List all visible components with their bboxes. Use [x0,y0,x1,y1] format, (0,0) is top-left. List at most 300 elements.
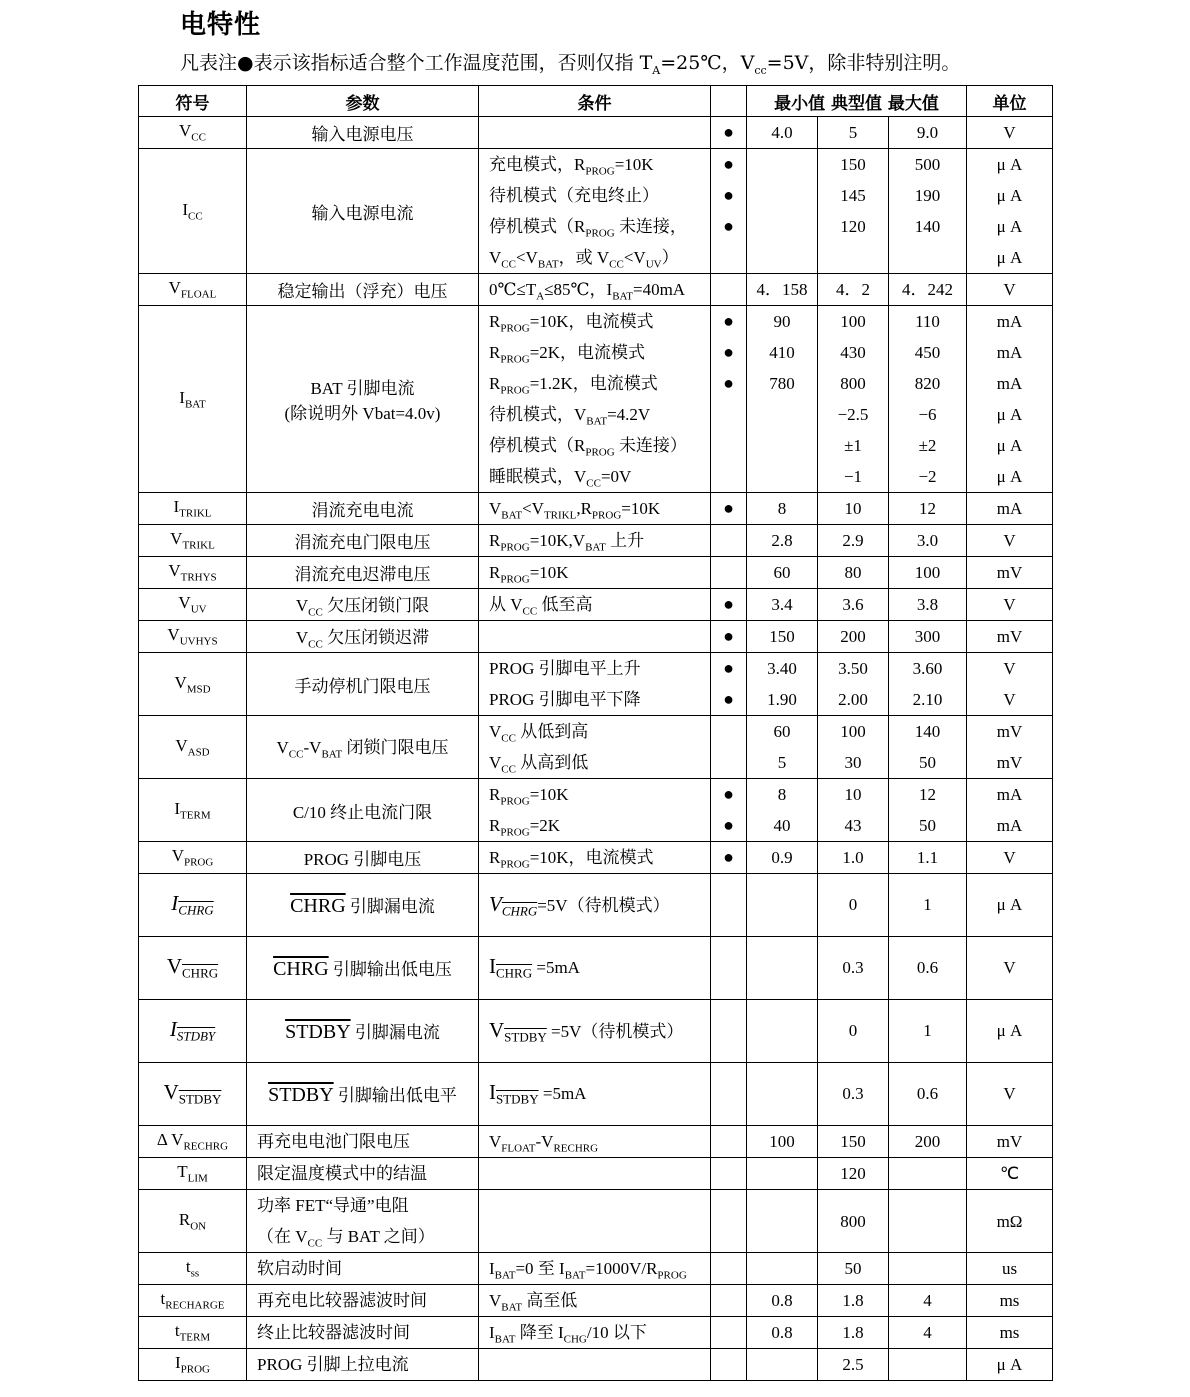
cond-cell [479,1000,711,1063]
cond-line: $R_{PROG}=10K$，电流模式 [489,312,654,335]
typ-value: 100 [840,722,866,741]
cond-line: $V_{BAT}<V_{TRIKL},R_{PROG}=10K$ [489,499,661,522]
max-cell [889,525,967,557]
max-value: 3.0 [916,531,939,550]
dot-cell [711,874,747,937]
cond-cell [479,1063,711,1126]
min-value [747,180,817,211]
param-text: 引脚漏电流 [350,1023,440,1042]
symbol-main: V [170,529,183,549]
max-value: 200 [914,1132,941,1151]
symbol-cell [139,621,247,653]
typ-value: −1 [843,467,863,486]
typ-value [818,242,888,273]
symbol-sub: PROG [183,856,214,869]
symbol-sub: TERM [180,809,211,822]
typ-cell [818,589,889,621]
symbol-main: V [174,672,187,692]
unit-value: us [1001,1259,1018,1278]
pin-name: CHRG [273,958,329,980]
full-range-dot [711,399,746,430]
full-range-dot: ● [723,498,734,518]
max-value: 3.8 [916,595,939,614]
unit-value: mΩ [996,1211,1023,1231]
symbol-cell [139,525,247,557]
cond-main: I [489,954,496,979]
cond-sub: STDBY [504,1029,547,1045]
symbol-cell [139,1253,247,1285]
min-value [747,1158,817,1189]
symbol-main: t [185,1257,191,1277]
dot-cell [711,1126,747,1158]
unit-value: mV [996,722,1023,741]
unit-cell [967,1317,1053,1349]
symbol-cell [139,117,247,149]
min-value: 60 [773,722,791,741]
cond-cell [479,557,711,589]
cond-line [489,117,710,148]
unit-cell [967,1158,1053,1190]
full-range-dot [711,716,746,747]
min-cell [747,525,818,557]
cond-cell [479,653,711,716]
max-cell [889,779,967,842]
unit-value: V [1003,690,1016,709]
symbol-main: I [173,497,180,517]
typ-value: 150 [840,1132,866,1151]
cond-line: $V_{FLOAT}-V_{RECHRG}$ [489,1132,599,1155]
dot-cell [711,1063,747,1126]
unit-value: μ A [996,186,1023,205]
full-range-dot: ● [723,216,734,236]
table-row [139,1285,1053,1317]
param-cell [247,1285,479,1317]
unit-value: mA [996,785,1023,804]
max-cell [889,716,967,779]
dot-cell [711,716,747,779]
unit-value: μ A [996,248,1023,267]
min-cell [747,1190,818,1253]
unit-value: mA [996,374,1023,393]
cond-line: $I_{BAT}=0$ 至 $I_{BAT}=1000V/R_{PROG}$ [489,1259,687,1282]
typ-cell [818,842,889,874]
typ-cell [818,716,889,779]
table-row [139,117,1053,149]
min-cell [747,557,818,589]
full-range-dot: ● [723,784,734,804]
min-cell [747,306,818,493]
typ-value: 43 [844,816,862,835]
param-cell: 输入电源电压 [247,117,479,149]
param-line: 功率 FET“导通”电阻 [257,1196,409,1215]
full-range-dot: ● [723,185,734,205]
min-cell [747,779,818,842]
typ-value: 4．2 [836,280,870,299]
param-line: 软启动时间 [257,1259,342,1278]
param-cell: $V_{CC}$ 欠压闭锁门限 [247,589,479,621]
min-cell [747,716,818,779]
typ-value: 10 [844,785,862,804]
max-cell: 1 [889,1000,967,1063]
param-cell [247,1253,479,1285]
max-cell [889,306,967,493]
electrical-characteristics-table [138,85,1053,1381]
dot-cell [711,621,747,653]
max-cell [889,149,967,274]
symbol-sub: STDBY [178,1091,222,1107]
table-row [139,716,1053,779]
symbol-cell [139,589,247,621]
dot-cell [711,589,747,621]
table-row [139,1000,1053,1063]
cond-line: $R_{PROG}=1.2K$，电流模式 [489,374,658,397]
cond-line: PROG 引脚电平下降 [489,690,641,709]
unit-value: mV [996,627,1023,646]
max-value: 3.60 [912,659,943,678]
max-value: 9.0 [916,123,939,142]
max-value: 1.1 [916,848,939,867]
max-value: 4 [923,1323,932,1342]
param-cell: BAT 引脚电流 (除说明外 Vbat=4.0v) [247,306,479,493]
max-value: 500 [914,155,941,174]
symbol-main: R [178,1209,191,1229]
symbol-cell [139,1317,247,1349]
symbol-sub: RECHRG [183,1140,229,1153]
cond-line: $R_{PROG}=10K$，电流模式 [489,848,654,871]
table-row [139,1126,1053,1158]
unit-value: mA [996,312,1023,331]
max-value: 820 [914,374,941,393]
unit-cell [967,493,1053,525]
cond-text: =5V（待机模式） [537,895,670,915]
unit-value: V [1003,123,1016,142]
max-cell: 0.6 [889,1063,967,1126]
unit-value: V [1003,848,1016,867]
full-range-dot: ● [723,847,734,867]
param-cell: 涓流充电门限电压 [247,525,479,557]
symbol-main: t [160,1289,166,1309]
table-row [139,274,1053,306]
dot-cell [711,525,747,557]
min-cell [747,1063,818,1126]
cond-line: 从 $V_{CC}$ 低至高 [489,595,593,618]
typ-value: 50 [844,1259,862,1278]
unit-cell [967,306,1053,493]
typ-value: 100 [840,312,866,331]
param-cell [247,1190,479,1253]
typ-cell [818,1285,889,1317]
min-value: 4．158 [756,280,808,299]
typ-value: 10 [844,499,862,518]
table-header [139,86,1053,117]
min-cell [747,589,818,621]
table-row [139,621,1053,653]
param-cell: $V_{CC}-V_{BAT}$ 闭锁门限电压 [247,716,479,779]
min-cell [747,493,818,525]
typ-value: 5 [848,123,858,142]
cond-sub: STDBY [496,1091,539,1107]
max-value: 450 [914,343,941,362]
cond-cell [479,306,711,493]
typ-value: 30 [844,753,862,772]
header-dot [711,86,747,117]
symbol-sub: LIM [187,1172,208,1185]
max-value: 300 [914,627,941,646]
symbol-sub: ON [190,1220,207,1233]
unit-value: μ A [996,436,1023,455]
symbol-cell [139,1349,247,1381]
full-range-dot: ● [723,594,734,614]
dot-cell [711,1285,747,1317]
min-value: 8 [777,785,787,804]
min-value [747,242,817,273]
dot-cell [711,1190,747,1253]
unit-cell [967,589,1053,621]
param-cell: 手动停机门限电压 [247,653,479,716]
max-cell [889,1317,967,1349]
min-cell [747,1349,818,1381]
full-range-dot [711,557,746,588]
symbol-cell [139,653,247,716]
max-cell [889,1253,967,1285]
symbol-main: V [171,846,184,866]
max-cell: 0.6 [889,937,967,1000]
typ-cell [818,621,889,653]
typ-value: 800 [840,1211,866,1231]
cond-cell [479,1253,711,1285]
param-text: 引脚输出低电压 [328,960,452,979]
cond-line: $0℃\le T_A\le 85℃$，$I_{BAT}=40mA$ [489,280,686,303]
table-row [139,653,1053,716]
symbol-cell [139,557,247,589]
cond-cell [479,621,711,653]
dot-cell [711,1317,747,1349]
typ-cell [818,1190,889,1253]
cond-line: $R_{PROG}=10K$ [489,785,569,808]
table-row [139,1063,1053,1126]
full-range-dot: ● [723,154,734,174]
min-value [747,1253,817,1284]
page-title: 电特性 [180,10,262,40]
table-row [139,1158,1053,1190]
max-value: 140 [914,722,941,741]
unit-value: V [1003,280,1016,299]
max-value: 50 [919,753,936,772]
unit-value: μ A [996,467,1023,486]
cond-cell [479,1190,711,1253]
full-range-dot [711,461,746,492]
symbol-sub: TERM [179,1331,211,1344]
unit-value: V [1003,659,1016,678]
max-value: −6 [918,405,937,424]
full-range-dot: ● [723,626,734,646]
symbol-cell [139,1126,247,1158]
min-value: 4.0 [771,123,793,142]
symbol-sub: CC [191,131,206,144]
symbol-cell [139,306,247,493]
param-cell: 稳定输出（浮充）电压 [247,274,479,306]
symbol-cell [139,274,247,306]
typ-value: 120 [840,1164,866,1183]
cond-cell [479,525,711,557]
cond-cell [479,1285,711,1317]
min-value: 780 [769,374,795,393]
min-value [747,1206,817,1237]
min-value: 8 [777,499,787,518]
cond-line: 停机模式（$R_{PROG}$ 未连接） [489,436,687,459]
param-cell [247,1000,479,1063]
typ-cell [818,1158,889,1190]
min-cell [747,1000,818,1063]
symbol-main: V [178,593,191,613]
full-range-dot [711,430,746,461]
min-cell [747,117,818,149]
min-cell [747,621,818,653]
typ-value: 3.6 [842,595,864,614]
min-value: 2.8 [771,531,793,550]
min-value: 60 [773,563,791,582]
unit-cell [967,1253,1053,1285]
symbol-cell [139,716,247,779]
param-line: 终止比较器滤波时间 [257,1323,410,1342]
min-value [747,430,817,461]
unit-value: mV [996,563,1023,582]
cond-cell [479,716,711,779]
min-cell [747,1253,818,1285]
dot-cell [711,306,747,493]
param-line: 再充电电池门限电压 [257,1132,410,1151]
unit-value: mA [996,343,1023,362]
min-value: 0.8 [771,1323,793,1342]
dot-cell [711,779,747,842]
param-cell: $V_{CC}$ 欠压闭锁迟滞 [247,621,479,653]
unit-cell [967,557,1053,589]
unit-value: μ A [996,405,1023,424]
symbol-main: V [179,121,192,141]
min-cell [747,937,818,1000]
symbol-main: I [169,1017,177,1042]
param-cell [247,1126,479,1158]
table-row [139,306,1053,493]
symbol-main: I [179,387,185,407]
symbol-cell [139,1285,247,1317]
param-line: 限定温度模式中的结温 [257,1164,427,1183]
param-cell [247,1349,479,1381]
max-cell [889,1285,967,1317]
unit-value: ms [999,1291,1020,1310]
cond-cell [479,1349,711,1381]
typ-cell [818,306,889,493]
max-value: 12 [919,499,936,518]
typ-cell: 0 [818,874,889,937]
param-line: （在 $V_{CC}$ 与 BAT 之间） [257,1227,435,1250]
symbol-cell [139,779,247,842]
max-value: 190 [914,186,941,205]
table-row [139,1190,1053,1253]
symbol-main: I [171,891,179,916]
dot-cell [711,937,747,1000]
min-value [747,1349,817,1380]
symbol-sub: TRIKL [182,539,215,552]
max-cell [889,117,967,149]
typ-value: 1.0 [842,848,864,867]
unit-cell [967,1349,1053,1381]
full-range-dot: ● [723,311,734,331]
full-range-dot: ● [723,815,734,835]
cond-main: I [489,1080,496,1105]
unit-value: ℃ [999,1164,1020,1183]
cond-line: 充电模式，$R_{PROG}=10K$ [489,155,654,178]
cond-text: =5mA [532,958,580,978]
dot-cell [711,1000,747,1063]
cond-line [489,621,710,652]
param-cell: C/10 终止电流门限 [247,779,479,842]
typ-value: 430 [840,343,866,362]
min-cell [747,874,818,937]
cond-sub: CHRG [501,903,538,919]
dot-cell [711,274,747,306]
typ-value: 1.8 [842,1323,864,1342]
param-text: 引脚输出低电平 [333,1086,457,1105]
dot-cell [711,1253,747,1285]
max-value: 4．242 [902,280,953,299]
symbol-sub: TRHYS [180,571,217,584]
typ-cell: 0 [818,1000,889,1063]
cond-cell [479,779,711,842]
min-cell [747,1317,818,1349]
cond-line [489,1158,710,1189]
cond-line: $R_{PROG}=2K$，电流模式 [489,343,646,366]
max-value [889,1158,966,1189]
min-value: 100 [769,1132,795,1151]
dot-cell [711,117,747,149]
symbol-sub: MSD [186,683,211,696]
max-value [889,1253,966,1284]
unit-cell [967,274,1053,306]
pin-name: STDBY [268,1084,334,1106]
max-value: 140 [914,217,941,236]
symbol-main: V [166,954,183,979]
cond-cell [479,842,711,874]
min-value: 0.8 [771,1291,793,1310]
symbol-main: V [168,561,181,581]
dot-cell [711,149,747,274]
min-value: 5 [777,753,787,772]
typ-value: 800 [840,374,866,393]
symbol-sub: UV [190,603,207,616]
cond-sub: CHRG [496,965,533,981]
unit-cell [967,716,1053,779]
typ-cell: 0.3 [818,1063,889,1126]
cond-text: =5V（待机模式） [546,1021,684,1041]
table-row [139,525,1053,557]
unit-value: mA [996,499,1023,518]
unit-value: mV [996,1132,1023,1151]
unit-value: mA [996,816,1023,835]
table-row [139,557,1053,589]
full-range-dot: ● [723,658,734,678]
symbol-main: V [175,735,188,755]
param-cell [247,937,479,1000]
typ-value: 145 [840,186,866,205]
typ-value: 2.00 [838,690,868,709]
typ-cell [818,1253,889,1285]
table-row [139,493,1053,525]
symbol-main: V [163,1080,179,1105]
full-range-dot: ● [723,342,734,362]
typ-value: 1.8 [842,1291,864,1310]
max-value [889,242,966,273]
